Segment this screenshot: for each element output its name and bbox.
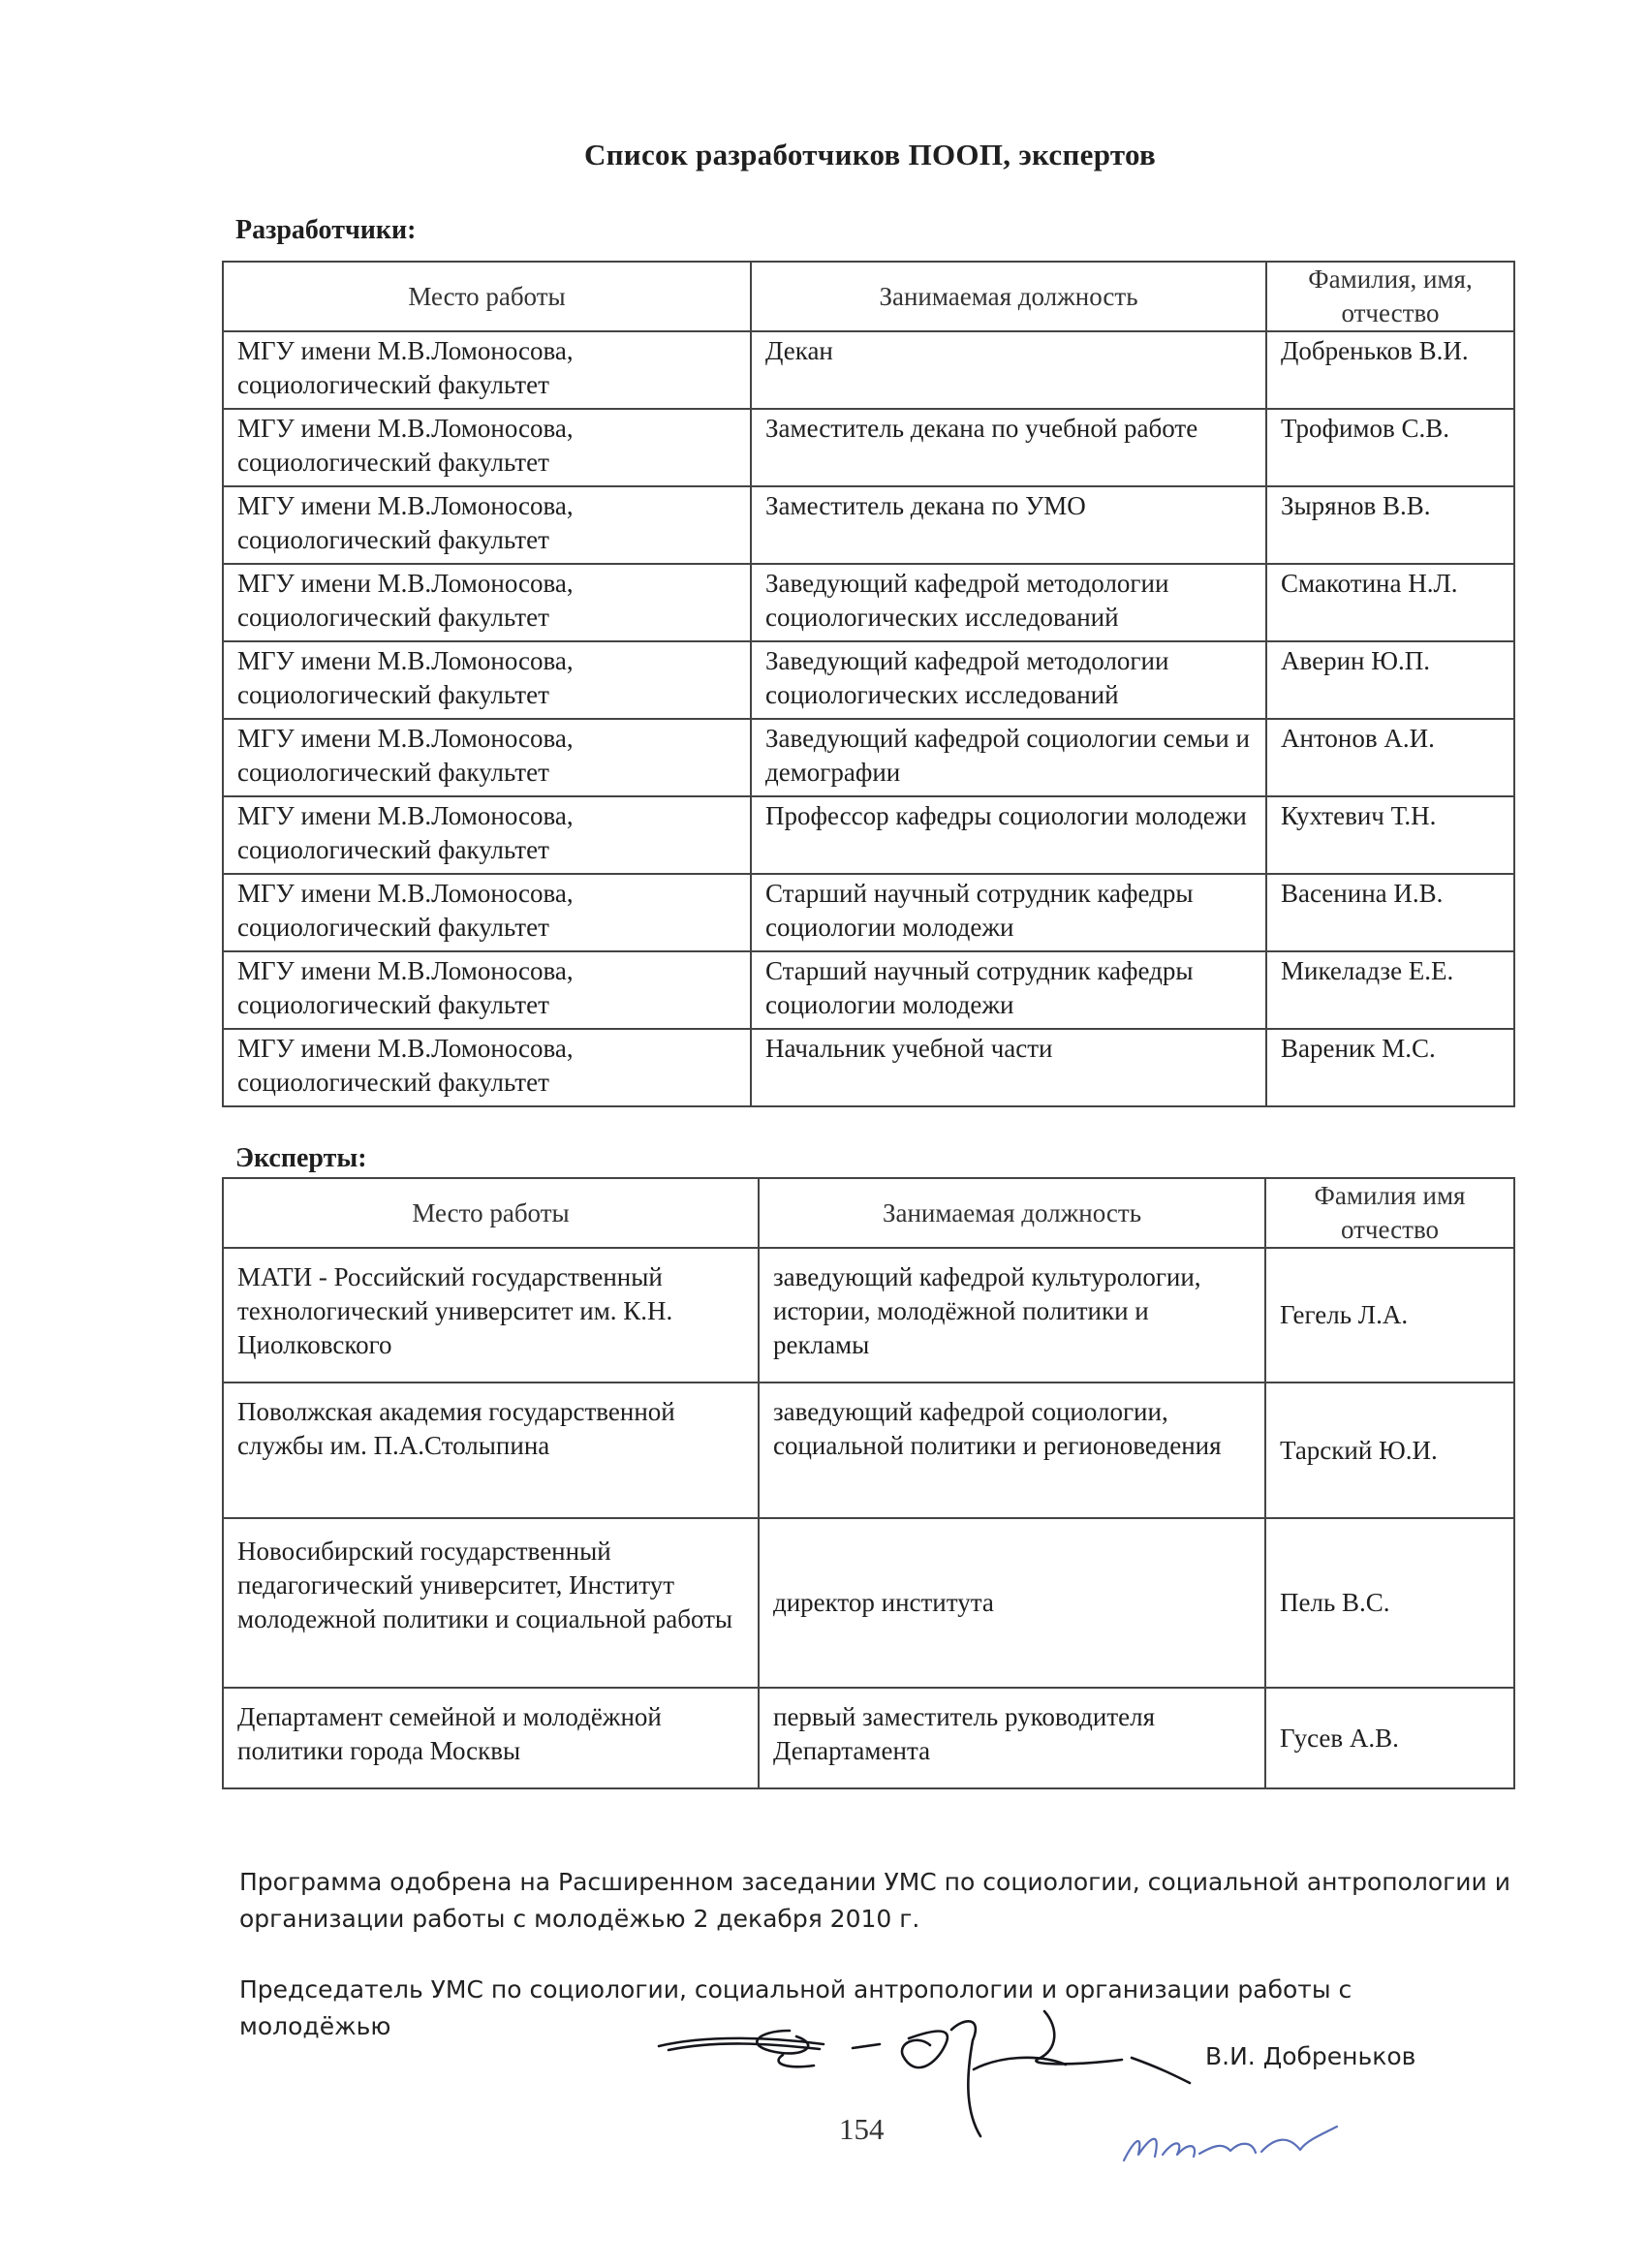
document-title: Список разработчиков ПООП, экспертов — [583, 138, 1157, 171]
name-cell: Васенина И.В. — [1266, 874, 1514, 951]
workplace-cell: МГУ имени М.В.Ломоносова, социологический факультет — [223, 331, 751, 409]
workplace-cell: МГУ имени М.В.Ломоносова, социологический факультет — [223, 486, 751, 564]
name-cell: Зырянов В.В. — [1266, 486, 1514, 564]
position-cell: Начальник учебной части — [751, 1029, 1266, 1106]
workplace-cell: МГУ имени М.В.Ломоносова, социологический факультет — [223, 409, 751, 486]
header-full-name: Фамилия имя отчество — [1265, 1178, 1514, 1248]
workplace-cell: МГУ имени М.В.Ломоносова, социологический факультет — [223, 874, 751, 951]
header-workplace: Место работы — [223, 1178, 759, 1248]
name-cell: Пель В.С. — [1265, 1518, 1514, 1688]
developers-label: Разработчики: — [235, 215, 417, 245]
name-cell: Тарский Ю.И. — [1265, 1383, 1514, 1518]
name-cell: Добреньков В.И. — [1266, 331, 1514, 409]
name-cell: Гусев А.В. — [1265, 1688, 1514, 1788]
experts-label: Эксперты: — [235, 1143, 367, 1173]
workplace-cell: Департамент семейной и молодёжной политики города Москвы — [223, 1688, 759, 1788]
name-cell: Гегель Л.А. — [1265, 1248, 1514, 1383]
name-cell: Кухтевич Т.Н. — [1266, 796, 1514, 874]
name-cell: Смакотина Н.Л. — [1266, 564, 1514, 641]
workplace-cell: МГУ имени М.В.Ломоносова, социологический факультет — [223, 564, 751, 641]
position-cell: Заместитель декана по УМО — [751, 486, 1266, 564]
workplace-cell: МГУ имени М.В.Ломоносова, социологический факультет — [223, 719, 751, 796]
position-cell: Заведующий кафедрой методологии социологических исследований — [751, 564, 1266, 641]
position-cell: директор института — [759, 1518, 1265, 1688]
position-cell: Профессор кафедры социологии молодежи — [751, 796, 1266, 874]
workplace-cell: МГУ имени М.В.Ломоносова, социологический факультет — [223, 641, 751, 719]
position-cell: Старший научный сотрудник кафедры социологии молодежи — [751, 874, 1266, 951]
name-cell: Вареник М.С. — [1266, 1029, 1514, 1106]
name-cell: Антонов А.И. — [1266, 719, 1514, 796]
header-full-name: Фамилия, имя, отчество — [1266, 262, 1514, 331]
workplace-cell: МГУ имени М.В.Ломоносова, социологический факультет — [223, 796, 751, 874]
header-position: Занимаемая должность — [751, 262, 1266, 331]
workplace-cell: МГУ имени М.В.Ломоносова, социологический факультет — [223, 951, 751, 1029]
position-cell: заведующий кафедрой социологии, социальной политики и регионоведения — [759, 1383, 1265, 1518]
position-cell: Заведующий кафедрой социологии семьи и демографии — [751, 719, 1266, 796]
position-cell: заведующий кафедрой культурологии, истории, молодёжной политики и рекламы — [759, 1248, 1265, 1383]
chairman-note: Председатель УМС по социологии, социальной антропологии и организации работы с молодёжью — [239, 1975, 1353, 2040]
position-cell: первый заместитель руководителя Департамента — [759, 1688, 1265, 1788]
name-cell: Аверин Ю.П. — [1266, 641, 1514, 719]
position-cell: Заместитель декана по учебной работе — [751, 409, 1266, 486]
signer-name: В.И. Добреньков — [1205, 2042, 1416, 2070]
workplace-cell: МАТИ - Российский государственный технологический университет им. К.Н. Циолковского — [223, 1248, 759, 1383]
approval-note: Программа одобрена на Расширенном заседании УМС по социологии, социальной антропологии и организации работы с молодёжью 2 декабря 2010 г. — [239, 1868, 1510, 1933]
page-number: 154 — [839, 2112, 885, 2146]
name-cell: Микеладзе Е.Е. — [1266, 951, 1514, 1029]
position-cell: Декан — [751, 331, 1266, 409]
position-cell: Заведующий кафедрой методологии социологических исследований — [751, 641, 1266, 719]
header-position: Занимаемая должность — [759, 1178, 1265, 1248]
workplace-cell: Поволжская академия государственной службы им. П.А.Столыпина — [223, 1383, 759, 1518]
workplace-cell: МГУ имени М.В.Ломоносова, социологический факультет — [223, 1029, 751, 1106]
workplace-cell: Новосибирский государственный педагогический университет, Институт молодежной политики и социальной работы — [223, 1518, 759, 1688]
name-cell: Трофимов С.В. — [1266, 409, 1514, 486]
header-workplace: Место работы — [223, 262, 751, 331]
position-cell: Старший научный сотрудник кафедры социологии молодежи — [751, 951, 1266, 1029]
